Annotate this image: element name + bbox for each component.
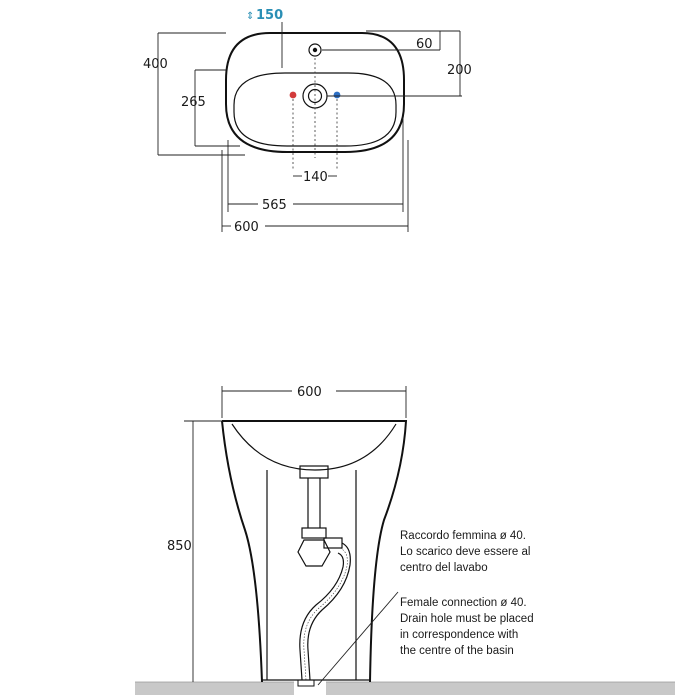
- dim-tap-hole-label: 150: [256, 8, 284, 23]
- svg-text:centro del lavabo: centro del lavabo: [400, 562, 488, 574]
- dim-60-label: 60: [416, 37, 433, 52]
- top-view: [143, 8, 472, 235]
- note-italian: [400, 530, 530, 574]
- floor: [135, 682, 675, 695]
- trap-body: [298, 540, 330, 566]
- dim-200-label: 200: [447, 63, 472, 78]
- dim-depth-label: 400: [143, 57, 168, 72]
- tap-height-arrow-icon: ⇕: [246, 11, 255, 22]
- bowl-curve: [232, 424, 396, 470]
- svg-text:Raccordo femmina ø 40.: Raccordo femmina ø 40.: [400, 530, 526, 542]
- tap-hole-inner: [313, 48, 317, 52]
- dim-265-label: 265: [181, 95, 206, 110]
- front-view: [135, 385, 675, 695]
- svg-text:the centre of the basin: the centre of the basin: [400, 645, 514, 657]
- svg-text:Drain hole must be placed: Drain hole must be placed: [400, 613, 534, 625]
- svg-text:in correspondence with: in correspondence with: [400, 629, 519, 641]
- dim-565-label: 565: [262, 198, 287, 213]
- trap-nut: [302, 528, 326, 538]
- pedestal-outline: [222, 421, 406, 682]
- cold-water-marker: [334, 92, 341, 99]
- note-english: [400, 597, 534, 657]
- dim-140-label: 140: [303, 170, 328, 185]
- svg-text:Lo scarico deve essere al: Lo scarico deve essere al: [400, 546, 531, 558]
- dim-850-label: 850: [167, 539, 192, 554]
- dim-600-front-label: 600: [297, 385, 322, 400]
- svg-text:Female connection ø 40.: Female connection ø 40.: [400, 597, 527, 609]
- drain-fitting: [300, 466, 328, 478]
- hot-water-marker: [290, 92, 297, 99]
- dim-600-top-label: 600: [234, 220, 259, 235]
